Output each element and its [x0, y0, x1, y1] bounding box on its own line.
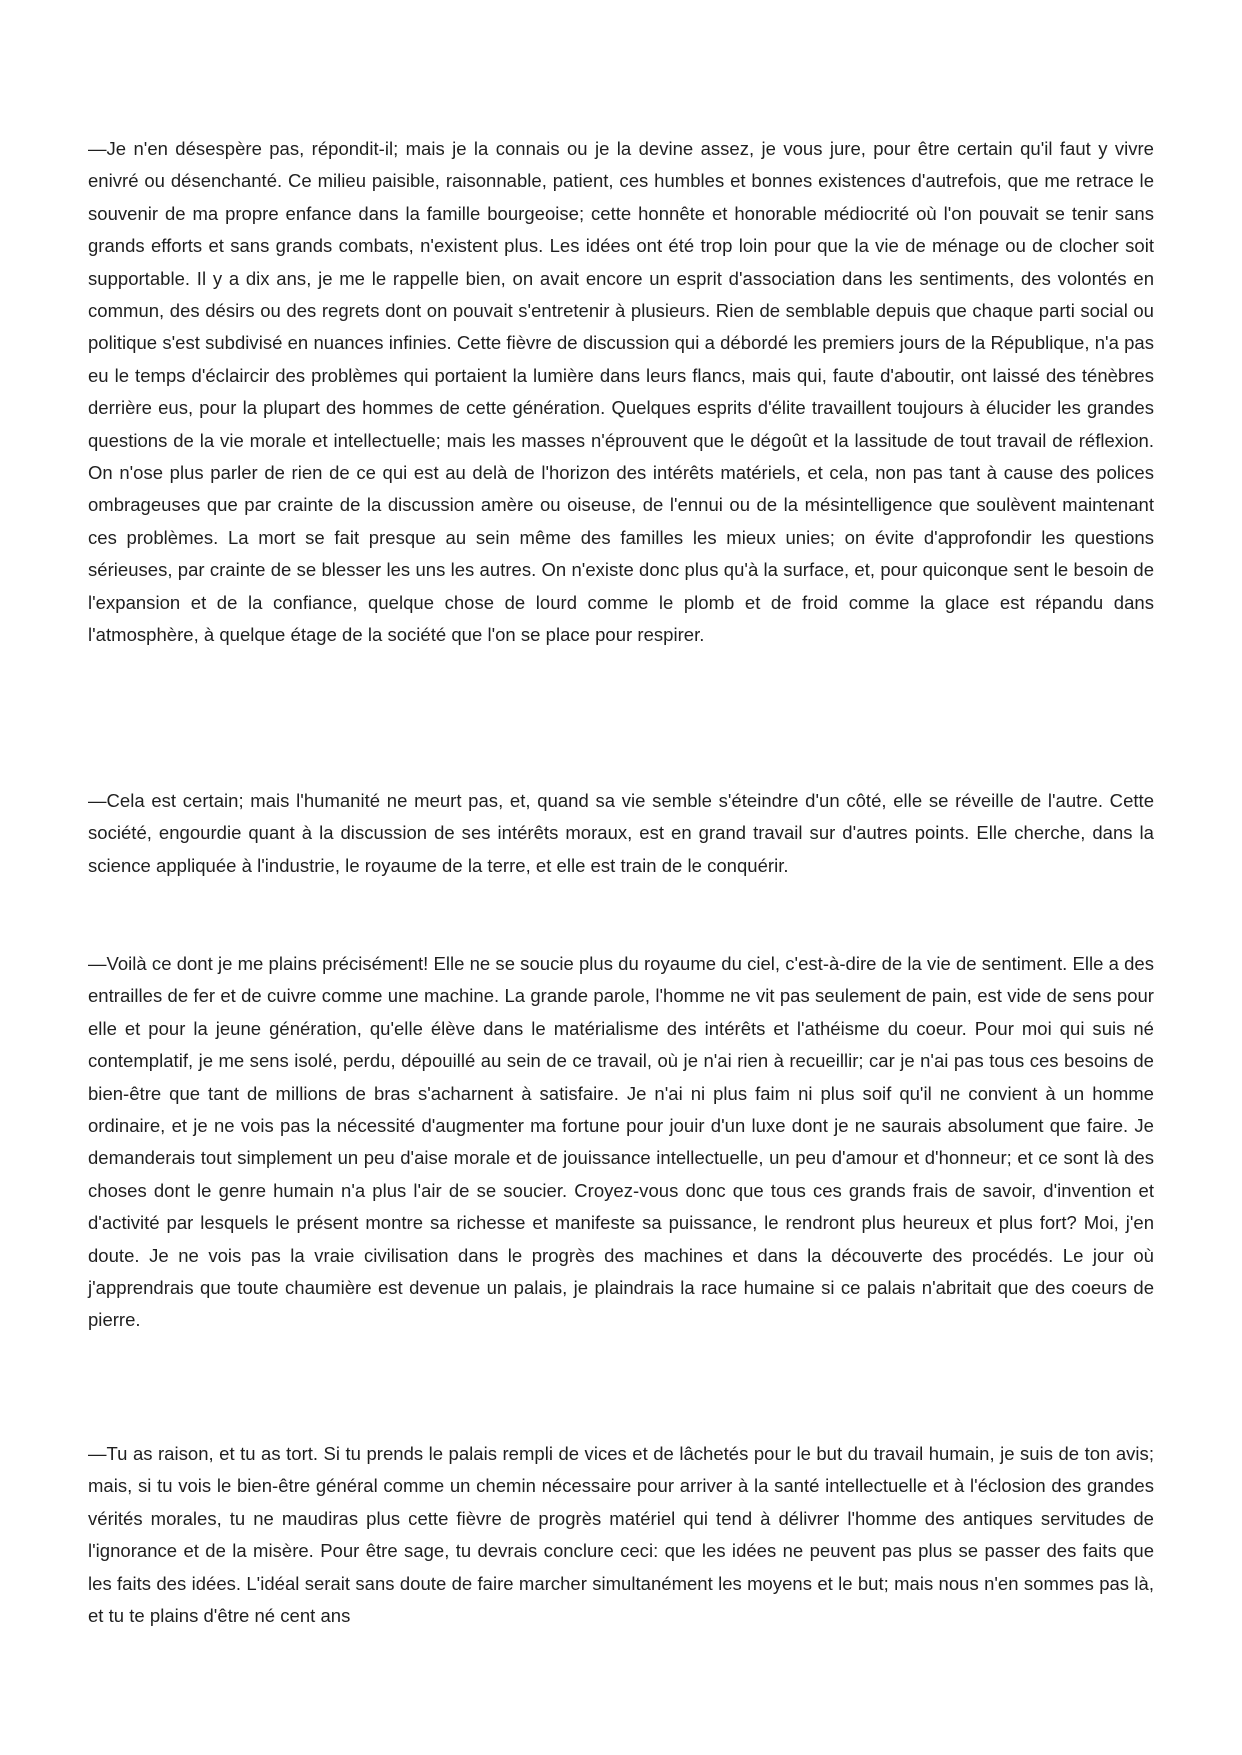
paragraph-1: —Je n'en désespère pas, répondit-il; mais je la connais ou je la devine assez, je vous jure, pour être certain qu'il faut y vivre enivré ou désenchanté. Ce milieu paisible, raisonnable, patient, ces humbles et bonnes existences d'autrefois, que me retrace le souvenir de ma propre enfance dans la famille bourgeoise; cette honnête et honorable médiocrité où l'on pouvait se tenir sans grands efforts et sans grands combats, n'existent plus. Les idées ont été trop loin pour que la vie de ménage ou de clocher soit supportable. Il y a dix ans, je me le rappelle bien, on avait encore un esprit d'association dans les sentiments, des volontés en commun, des désirs ou des regrets dont on pouvait s'entretenir à plusieurs. Rien de semblable depuis que chaque parti social ou politique s'est subdivisé en nuances infinies. Cette fièvre de discussion qui a débordé les premiers jours de la République, n'a pas eu le temps d'éclaircir des problèmes qui portaient la lumière dans leurs flancs, mais qui, faute d'aboutir, ont laissé des ténèbres derrière eus, pour la plupart des hommes de cette génération. Quelques esprits d'élite travaillent toujours à élucider les grandes questions de la vie morale et intellectuelle; mais les masses n'éprouvent que le dégoût et la lassitude de tout travail de réflexion. On n'ose plus parler de rien de ce qui est au delà de l'horizon des intérêts matériels, et cela, non pas tant à cause des polices ombrageuses que par crainte de la discussion amère ou oiseuse, de l'ennui ou de la mésintelligence que soulèvent maintenant ces problèmes. La mort se fait presque au sein même des familles les mieux unies; on évite d'approfondir les questions sérieuses, par crainte de se blesser les uns les autres. On n'existe donc plus qu'à la surface, et, pour quiconque sent le besoin de l'expansion et de la confiance, quelque chose de lourd comme le plomb et de froid comme la glace est répandu dans l'atmosphère, à quelque étage de la société que l'on se place pour respirer. [88, 138, 1154, 646]
paragraph-3: —Voilà ce dont je me plains précisément! Elle ne se soucie plus du royaume du ciel, c'est-à-dire de la vie de sentiment. Elle a des entrailles de fer et de cuivre comme une machine. La grande parole, l'homme ne vit pas seulement de pain, est vide de sens pour elle et pour la jeune génération, qu'elle élève dans le matérialisme des intérêts et l'athéisme du coeur. Pour moi qui suis né contemplatif, je me sens isolé, perdu, dépouillé au sein de ce travail, où je n'ai rien à recueillir; car je n'ai pas tous ces besoins de bien-être que tant de millions de bras s'acharnent à satisfaire. Je n'ai ni plus faim ni plus soif qu'il ne convient à un homme ordinaire, et je ne vois pas la nécessité d'augmenter ma fortune pour jouir d'un luxe dont je ne saurais absolument que faire. Je demanderais tout simplement un peu d'aise morale et de jouissance intellectuelle, un peu d'amour et d'honneur; et ce sont là des choses dont le genre humain n'a plus l'air de se soucier. Croyez-vous donc que tous ces grands frais de savoir, d'invention et d'activité par lesquels le présent montre sa richesse et manifeste sa puissance, le rendront plus heureux et plus fort? Moi, j'en doute. Je ne vois pas la vraie civilisation dans le progrès des machines et dans la découverte des procédés. Le jour où j'apprendrais que toute chaumière est devenue un palais, je plaindrais la race humaine si ce palais n'abritait que des coeurs de pierre. [88, 953, 1154, 1331]
paragraph-2: —Cela est certain; mais l'humanité ne meurt pas, et, quand sa vie semble s'éteindre d'un côté, elle se réveille de l'autre. Cette société, engourdie quant à la discussion de ses intérêts moraux, est en grand travail sur d'autres points. Elle cherche, dans la science appliquée à l'industrie, le royaume de la terre, et elle est train de le conquérir. [88, 790, 1154, 876]
paragraph-4: —Tu as raison, et tu as tort. Si tu prends le palais rempli de vices et de lâchetés pour le but du travail humain, je suis de ton avis; mais, si tu vois le bien-être général comme un chemin nécessaire pour arriver à la santé intellectuelle et à l'éclosion des grandes vérités morales, tu ne maudiras plus cette fièvre de progrès matériel qui tend à délivrer l'homme des antiques servitudes de l'ignorance et de la misère. Pour être sage, tu devrais conclure ceci: que les idées ne peuvent pas plus se passer des faits que les faits des idées. L'idéal serait sans doute de faire marcher simultanément les moyens et le but; mais nous n'en sommes pas là, et tu te plains d'être né cent ans [88, 1443, 1154, 1627]
